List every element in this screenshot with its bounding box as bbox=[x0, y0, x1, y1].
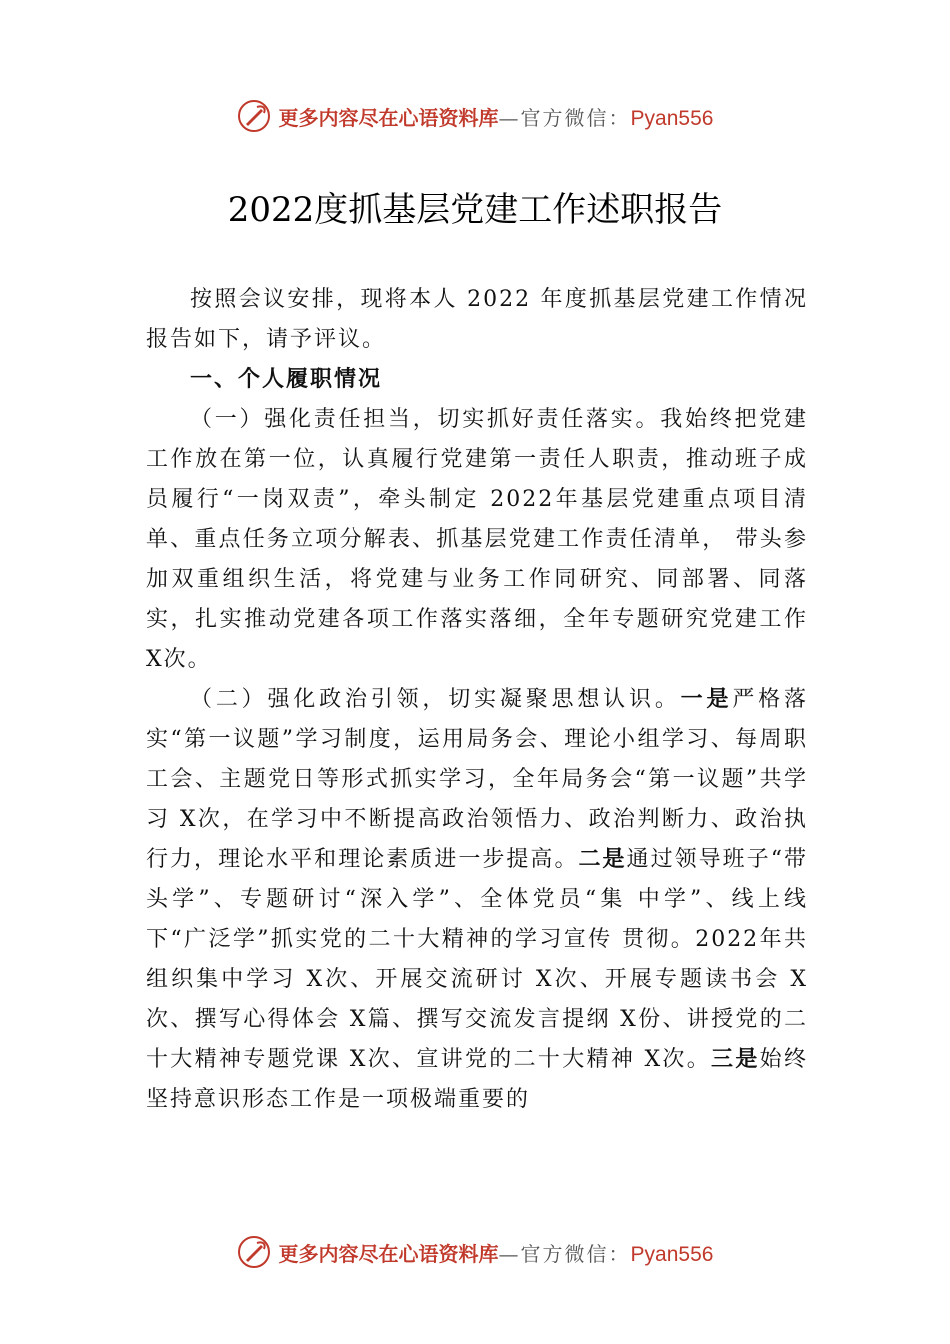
item2-p2-label: 二是 bbox=[578, 847, 627, 872]
quill-pen-icon bbox=[237, 1235, 271, 1269]
footer-watermark bbox=[0, 1232, 950, 1272]
quill-pen-icon bbox=[237, 99, 271, 133]
document-body bbox=[146, 280, 808, 1120]
item2-p1-text: 严格落实“第一议题”学习制度，运用局务会、理论小组学习、每周职工会、主题党日等形式抓实学习，全年局务会“第一议题”共学习 X次，在学习中不断提高政治领悟力、政治判断力、政治执行力，理论水平和理论素质进一步提高。 bbox=[146, 687, 808, 872]
document-title: 2022度抓基层党建工作述职报告 bbox=[227, 190, 723, 230]
paragraph-item1 bbox=[146, 400, 808, 680]
item1-body: 我始终把党建工作放在第一位，认真履行党建第一责任人职责，推动班子成员履行“一岗双责”，牵头制定 2022年基层党建重点项目清单、重点任务立项分解表、抓基层党建工作责任清单， 带头参加双重组织生活，将党建与业务工作同研究、同部署、同落实，扎实推动党建各项工作落实落细，全年专题研究党建工作 X次。 bbox=[146, 407, 808, 672]
item2-p3-label: 三是 bbox=[711, 1047, 760, 1072]
watermark-brand: 更多内容尽在心语资料库 bbox=[278, 105, 499, 130]
item2-p2-text: 通过领导班子“带头学”、专题研讨“深入学”、全体党员“集 中学”、线上线下“广泛学”抓实党的二十大精神的学习宣传 贯彻。2022年共组织集中学习 X次、开展交流研讨 X次、开展专题读书会 X次、撰写心得体会 X篇、撰写交流发言提纲 X份、讲授党的二十大精神专题党课 X次、宣讲党的二十大精神 X次。 bbox=[146, 847, 808, 1072]
section-heading: 一、个人履职情况 bbox=[190, 367, 383, 392]
item1-lead: （一）强化责任担当，切实抓好责任落实。 bbox=[190, 407, 661, 432]
watermark-wechat-id: Pyan556 bbox=[630, 106, 714, 130]
watermark-official-label: —官方微信： bbox=[498, 1241, 631, 1266]
watermark-brand: 更多内容尽在心语资料库 bbox=[278, 1241, 499, 1266]
watermark-wechat-id: Pyan556 bbox=[630, 1242, 714, 1266]
paragraph-item2 bbox=[146, 680, 808, 1120]
header-watermark bbox=[0, 96, 950, 136]
item2-lead: （二）强化政治引领，切实凝聚思想认识。 bbox=[190, 687, 681, 712]
item2-p1-label: 一是 bbox=[680, 687, 733, 712]
watermark-official-label: —官方微信： bbox=[498, 105, 631, 130]
item2-p3-text: 始终坚持意识形态工作是一项极端重要的 bbox=[146, 1047, 808, 1112]
intro-paragraph: 按照会议安排，现将本人 2022 年度抓基层党建工作情况报告如下，请予评议。 bbox=[146, 287, 808, 352]
